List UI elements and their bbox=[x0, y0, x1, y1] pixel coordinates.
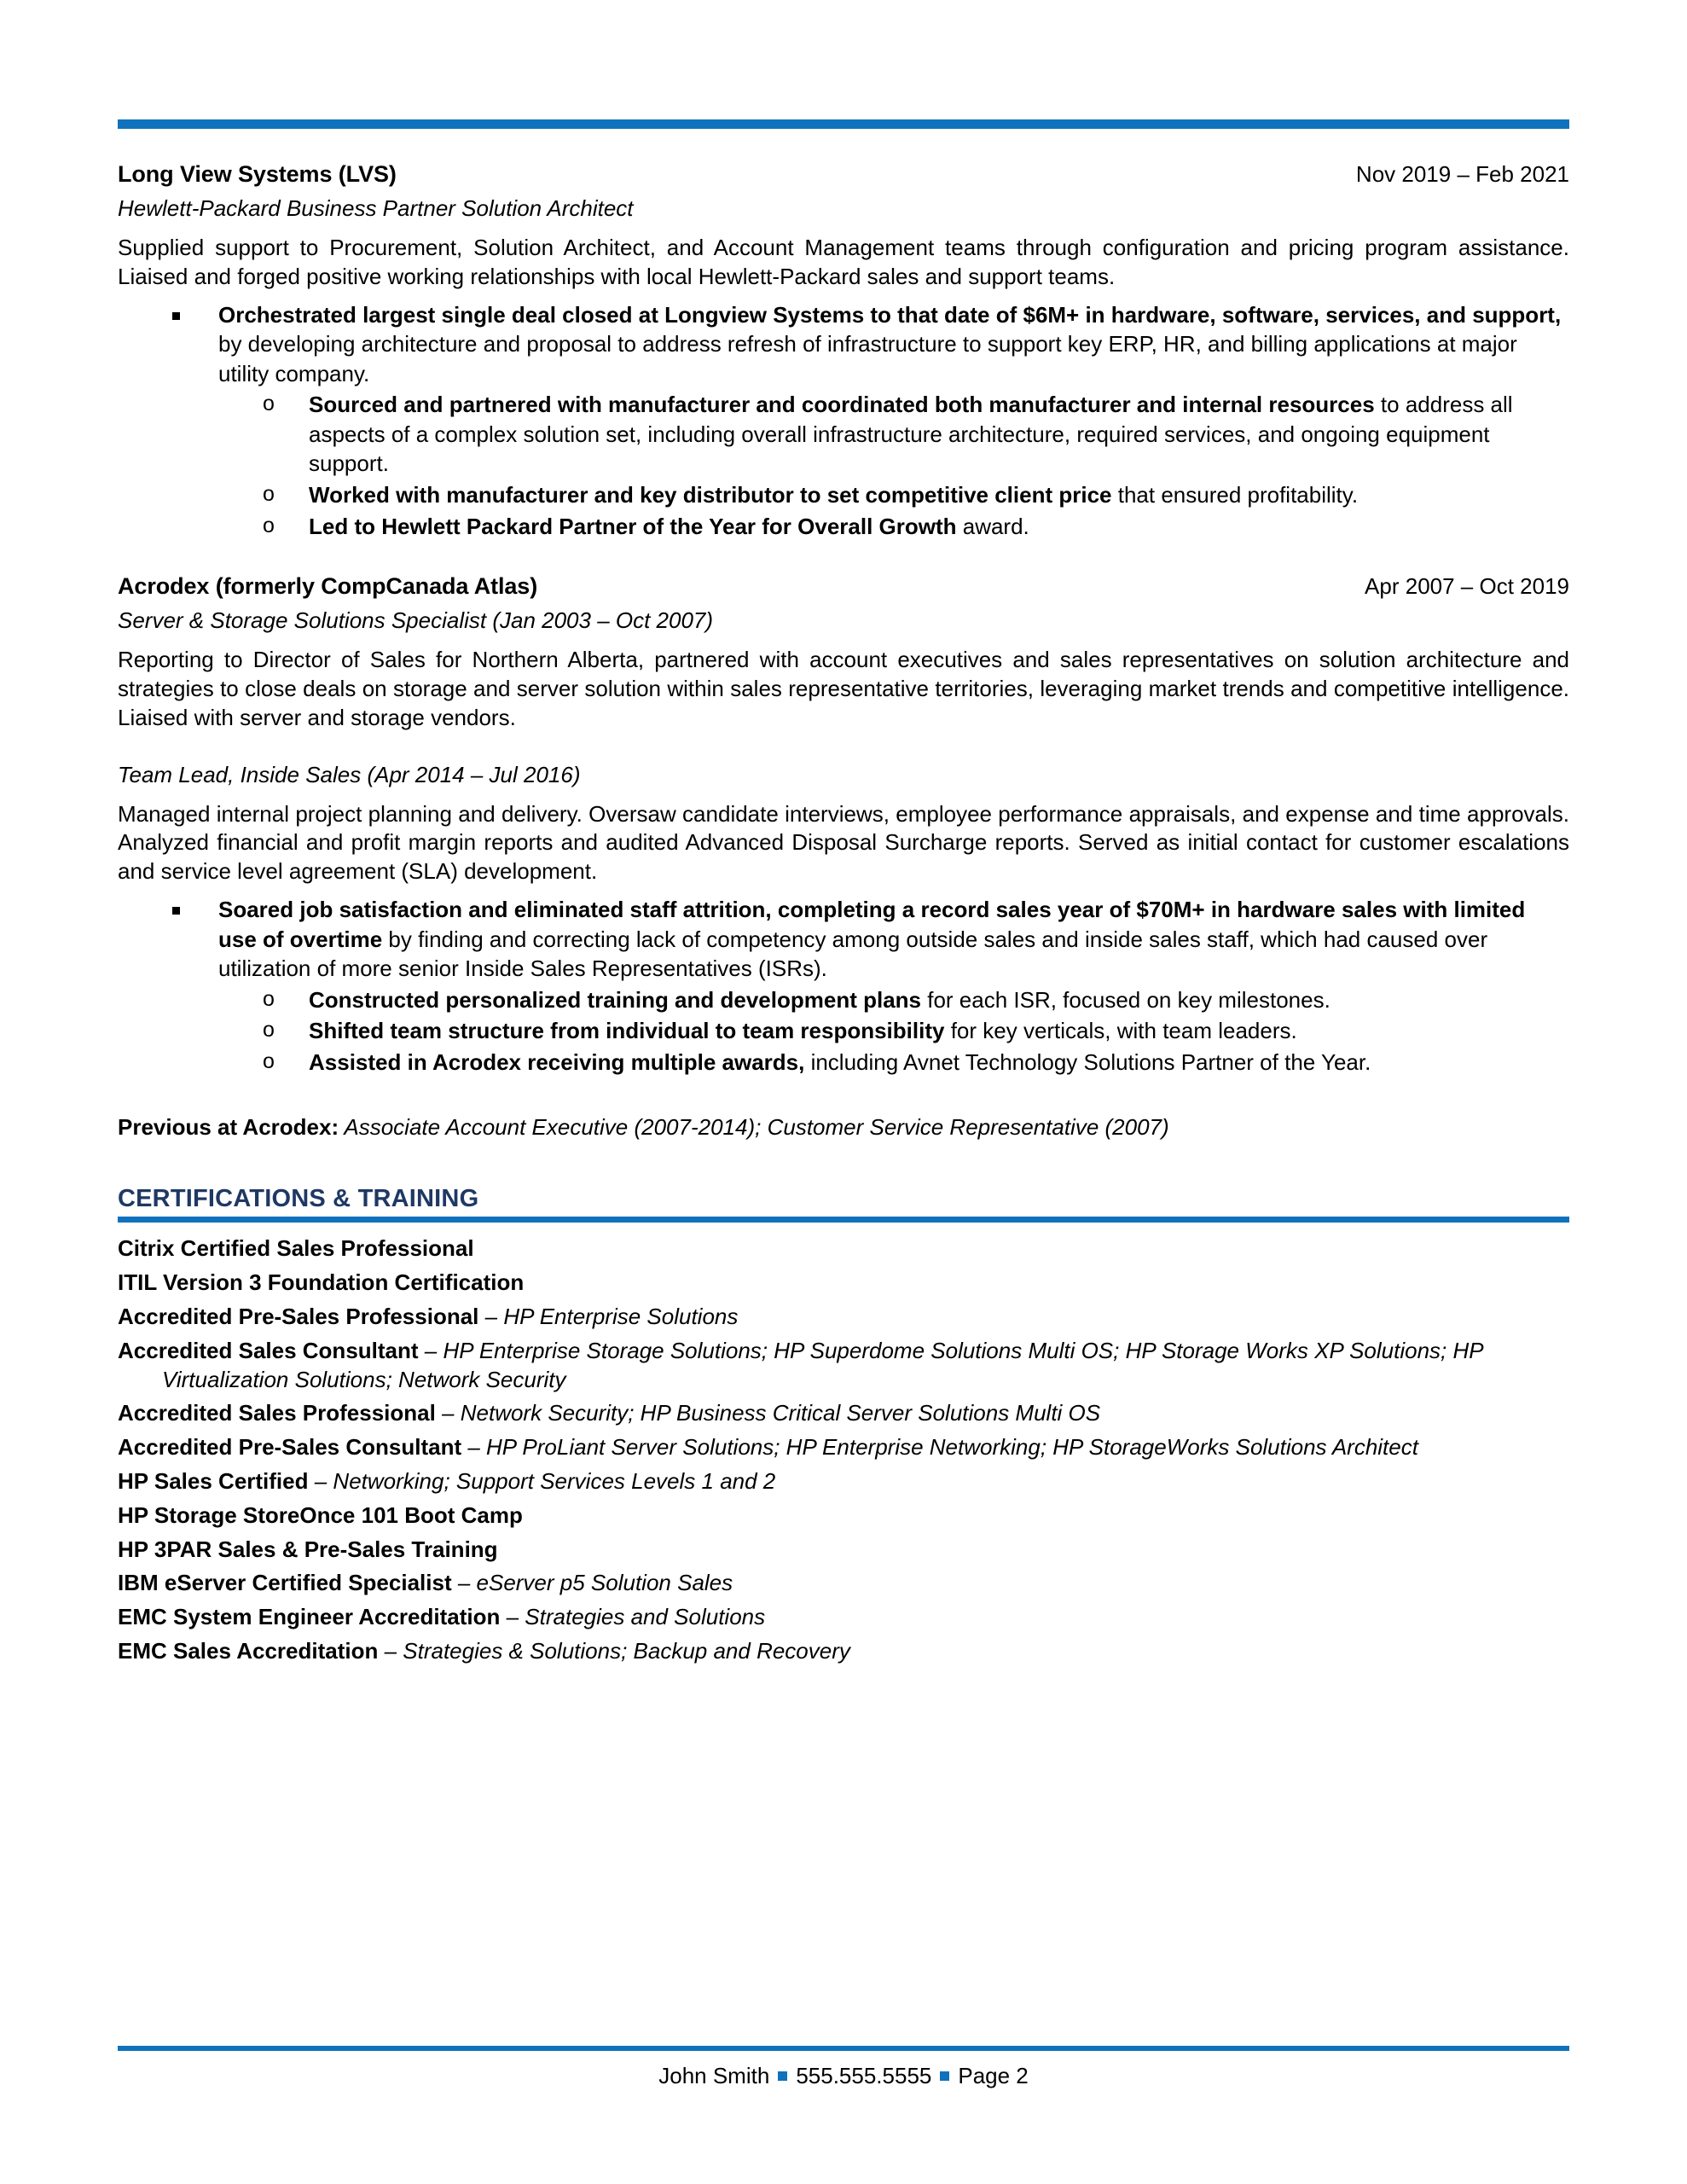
certification-item bbox=[118, 1603, 1569, 1632]
job-sub-bullet-list bbox=[218, 390, 1569, 541]
sub-bullet-bold-text: Led to Hewlett Packard Partner of the Year for Overall Growth bbox=[309, 513, 957, 539]
bullet-item bbox=[118, 300, 1569, 542]
page-footer bbox=[118, 2046, 1569, 2089]
sub-bullet-rest-text: including Avnet Technology Solutions Partner of the Year. bbox=[804, 1048, 1371, 1075]
certification-item bbox=[118, 1337, 1569, 1395]
certification-detail: – Network Security; HP Business Critical Server Solutions Multi OS bbox=[435, 1400, 1101, 1426]
certification-detail: – HP ProLiant Server Solutions; HP Enterprise Networking; HP StorageWorks Solutions Architect bbox=[461, 1434, 1418, 1461]
job-date-range: Apr 2007 – Oct 2019 bbox=[1365, 573, 1569, 600]
sub-bullet-bold-text: Constructed personalized training and development plans bbox=[309, 986, 921, 1013]
sub-bullet-bold-text: Shifted team structure from individual to team responsibility bbox=[309, 1018, 945, 1044]
certification-name: EMC System Engineer Accreditation bbox=[118, 1604, 501, 1630]
circle-bullet-icon: o bbox=[263, 392, 275, 416]
bullet-bold-text: Soared job satisfaction and eliminated staff attrition, completing a record sales year of $70M+ in hardware sales with limited use of overtime bbox=[218, 897, 1526, 952]
section-accent-rule bbox=[118, 1217, 1569, 1223]
certification-name: ITIL Version 3 Foundation Certification bbox=[118, 1269, 525, 1296]
certification-item bbox=[118, 1536, 1569, 1565]
sub-bullet-item bbox=[218, 480, 1569, 510]
circle-bullet-icon: o bbox=[263, 482, 275, 507]
certification-item bbox=[118, 1502, 1569, 1531]
job-date-range: Nov 2019 – Feb 2021 bbox=[1355, 161, 1569, 187]
job-description: Supplied support to Procurement, Solution Architect, and Account Management teams through configuration and pricing program assistance. Liaised and forged positive working relationships with local Hewlett-Packard sales and support teams. bbox=[118, 235, 1569, 289]
circle-bullet-icon: o bbox=[263, 986, 275, 1011]
job-title: Server & Storage Solutions Specialist (Jan 2003 – Oct 2007) bbox=[118, 607, 714, 634]
section-heading-certifications: CERTIFICATIONS & TRAINING bbox=[118, 1185, 479, 1213]
page-content bbox=[118, 0, 1569, 1666]
square-bullet-icon bbox=[172, 312, 180, 320]
certification-item bbox=[118, 1467, 1569, 1496]
certification-detail: – HP Enterprise Storage Solutions; HP Superdome Solutions Multi OS; HP Storage Works XP Solutions; HP Virtualization Solutions; Network Security bbox=[162, 1337, 1483, 1392]
job-bullet-list bbox=[118, 895, 1569, 1077]
job-header bbox=[118, 573, 1569, 600]
footer-name: John Smith bbox=[658, 2063, 770, 2088]
job-company-name: Acrodex (formerly CompCanada Atlas) bbox=[118, 573, 538, 600]
previous-roles-detail: Associate Account Executive (2007-2014); Customer Service Representative (2007) bbox=[339, 1114, 1169, 1141]
job-sub-role-description: Managed internal project planning and delivery. Oversaw candidate interviews, employee performance appraisals, and expense and time approvals. Analyzed financial and profit margin reports and audited Advanced Disposal Surcharge reports. Served as initial contact for customer escalations and service level agreement (SLA) development. bbox=[118, 800, 1569, 885]
certification-name: Accredited Pre-Sales Consultant bbox=[118, 1434, 462, 1461]
job-sub-bullet-list bbox=[218, 985, 1569, 1077]
sub-bullet-rest-text: to address all aspects of a complex solution set, including overall infrastructure architecture, required services, and ongoing equipment support. bbox=[309, 392, 1513, 477]
circle-bullet-icon: o bbox=[263, 1018, 275, 1043]
sub-bullet-bold-text: Sourced and partnered with manufacturer and coordinated both manufacturer and internal resources bbox=[309, 392, 1375, 418]
previous-roles-label: Previous at Acrodex: bbox=[118, 1114, 339, 1141]
footer-separator-square-icon bbox=[940, 2071, 949, 2081]
certification-name: EMC Sales Accreditation bbox=[118, 1638, 379, 1664]
sub-bullet-rest-text: for key verticals, with team leaders. bbox=[944, 1018, 1297, 1044]
footer-separator-square-icon bbox=[778, 2071, 787, 2081]
certification-item bbox=[118, 1269, 1569, 1298]
certification-name: IBM eServer Certified Specialist bbox=[118, 1570, 452, 1596]
certification-detail: – Strategies and Solutions bbox=[500, 1604, 766, 1630]
footer-accent-rule bbox=[118, 2046, 1569, 2051]
sub-bullet-bold-text: Assisted in Acrodex receiving multiple awards, bbox=[309, 1048, 805, 1075]
square-bullet-icon bbox=[172, 907, 180, 915]
sub-bullet-item bbox=[218, 1048, 1569, 1077]
job-bullet-list bbox=[118, 300, 1569, 542]
job-company-name: Long View Systems (LVS) bbox=[118, 161, 397, 187]
certification-item bbox=[118, 1303, 1569, 1332]
footer-text bbox=[118, 2063, 1569, 2089]
previous-roles-line bbox=[118, 1114, 1569, 1141]
bullet-bold-text: Orchestrated largest single deal closed at Longview Systems to that date of $6M+ in hardware, software, services, and support, bbox=[218, 301, 1562, 328]
footer-phone: 555.555.5555 bbox=[796, 2063, 932, 2088]
sub-bullet-rest-text: for each ISR, focused on key milestones. bbox=[921, 986, 1330, 1013]
certification-item bbox=[118, 1399, 1569, 1428]
certification-name: HP Storage StoreOnce 101 Boot Camp bbox=[118, 1502, 523, 1528]
circle-bullet-icon: o bbox=[263, 1048, 275, 1073]
bullet-rest-text: by developing architecture and proposal to address refresh of infrastructure to support key ERP, HR, and billing applications at major utility company. bbox=[218, 331, 1517, 386]
footer-page-number: Page 2 bbox=[958, 2063, 1029, 2088]
certifications-list bbox=[118, 1234, 1569, 1665]
sub-bullet-rest-text: award. bbox=[956, 513, 1029, 539]
top-accent-rule bbox=[118, 119, 1569, 129]
certification-detail: – eServer p5 Solution Sales bbox=[451, 1570, 733, 1596]
certification-name: Accredited Sales Consultant bbox=[118, 1337, 419, 1363]
certification-item bbox=[118, 1637, 1569, 1666]
certification-item bbox=[118, 1433, 1569, 1462]
job-title: Hewlett-Packard Business Partner Solution Architect bbox=[118, 195, 634, 221]
bullet-item bbox=[118, 895, 1569, 1077]
sub-bullet-item bbox=[218, 985, 1569, 1015]
sub-bullet-item bbox=[218, 1016, 1569, 1046]
job-entry-acrodex bbox=[118, 573, 1569, 1077]
job-description: Reporting to Director of Sales for Northern Alberta, partnered with account executives and sales representatives on solution architecture and strategies to close deals on storage and server solution within sales representative territories, leveraging market trends and competitive intelligence. Liaised with server and storage vendors. bbox=[118, 647, 1569, 730]
certification-detail: – HP Enterprise Solutions bbox=[478, 1304, 739, 1330]
bullet-rest-text: by finding and correcting lack of competency among outside sales and inside sales staff, which had caused over utilization of more senior Inside Sales Representatives (ISRs). bbox=[218, 926, 1488, 982]
certification-item bbox=[118, 1569, 1569, 1598]
job-entry-long-view-systems bbox=[118, 161, 1569, 541]
certification-detail: – Networking; Support Services Levels 1 and 2 bbox=[308, 1468, 776, 1495]
certification-name: HP Sales Certified bbox=[118, 1468, 309, 1495]
certification-name: Accredited Pre-Sales Professional bbox=[118, 1304, 479, 1330]
sub-bullet-bold-text: Worked with manufacturer and key distributor to set competitive client price bbox=[309, 482, 1112, 508]
sub-bullet-rest-text: that ensured profitability. bbox=[1111, 482, 1359, 508]
certification-detail: – Strategies & Solutions; Backup and Recovery bbox=[378, 1638, 850, 1664]
sub-bullet-item bbox=[218, 390, 1569, 479]
certification-name: Citrix Certified Sales Professional bbox=[118, 1235, 474, 1262]
certification-name: Accredited Sales Professional bbox=[118, 1400, 436, 1426]
sub-bullet-item bbox=[218, 512, 1569, 542]
job-header bbox=[118, 161, 1569, 188]
job-sub-role-title: Team Lead, Inside Sales (Apr 2014 – Jul 2016) bbox=[118, 761, 581, 787]
certification-name: HP 3PAR Sales & Pre-Sales Training bbox=[118, 1536, 498, 1562]
circle-bullet-icon: o bbox=[263, 513, 275, 537]
certification-item bbox=[118, 1234, 1569, 1263]
